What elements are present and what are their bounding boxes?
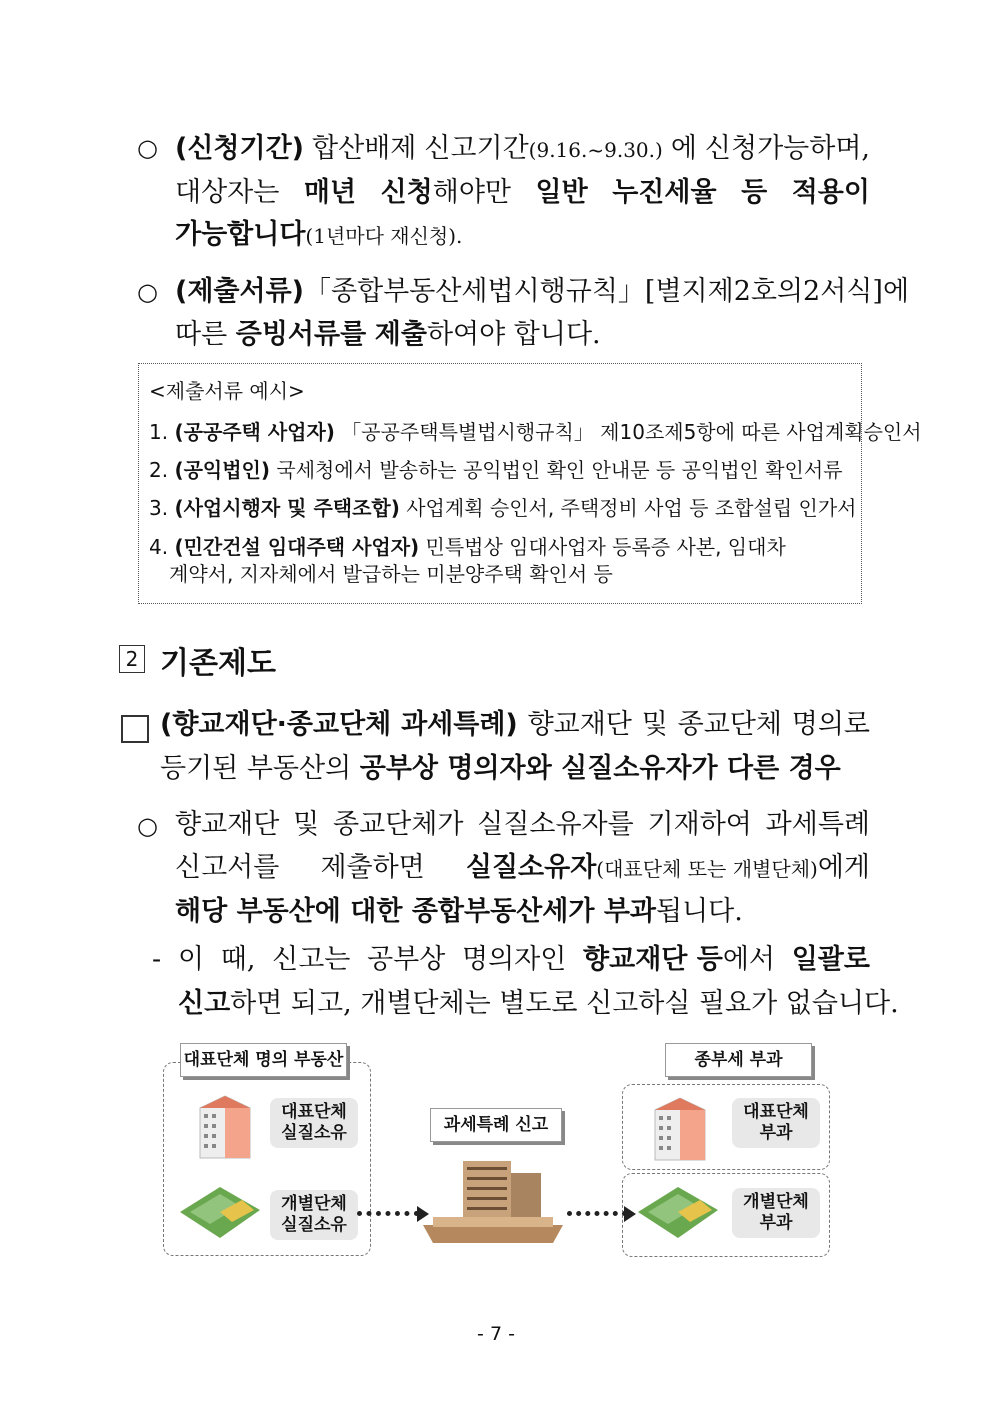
arrow-line-right bbox=[567, 1211, 627, 1216]
p1-line1: (신청기간) 합산배제 신고기간(9.16.~9.30.) 에 신청가능하며, bbox=[175, 133, 870, 164]
circle-bullet: ○ bbox=[137, 812, 158, 840]
dash-bullet: - bbox=[152, 944, 162, 975]
p3-line1: (향교재단·종교단체 과세특례) 향교재단 및 종교단체 명의로 bbox=[160, 709, 870, 740]
box-item-4: 4. (민간건설 임대주택 사업자) 민특법상 임대사업자 등록증 사본, 임대차 bbox=[149, 535, 786, 559]
box-item-3: 3. (사업시행자 및 주택조합) 사업계획 승인서, 주택정비 사업 등 조합설립 인가서 bbox=[149, 496, 857, 520]
right-tag: 종부세 부과 bbox=[665, 1043, 812, 1077]
left-ind-label: 개별단체 실질소유 bbox=[270, 1190, 358, 1240]
page-number: - 7 - bbox=[477, 1323, 515, 1345]
square-bullet-icon bbox=[121, 715, 149, 743]
box-item-1: 1. (공공주택 사업자) 「공공주택특별법시행규칙」 제10조제5항에 따른 사업계획승인서 bbox=[149, 420, 922, 444]
p4-line2: 신고서를 제출하면 실질소유자(대표단체 또는 개별단체)에게 bbox=[175, 852, 870, 883]
box-title: <제출서류 예시> bbox=[149, 379, 305, 403]
right-ind-label: 개별단체 부과 bbox=[732, 1188, 820, 1238]
p4-line3: 해당 부동산에 대한 종합부동산세가 부과됩니다. bbox=[175, 896, 743, 927]
p3-line2: 등기된 부동산의 공부상 명의자와 실질소유자가 다른 경우 bbox=[160, 753, 841, 784]
arrow-line-left bbox=[357, 1211, 419, 1216]
p5-line2: 신고하면 되고, 개별단체는 별도로 신고하실 필요가 없습니다. bbox=[178, 988, 899, 1019]
apartment-building-icon bbox=[650, 1090, 710, 1162]
box-item-4-cont: 계약서, 지자체에서 발급하는 미분양주택 확인서 등 bbox=[169, 562, 613, 586]
section-number: 2 bbox=[119, 645, 145, 673]
circle-bullet: ○ bbox=[137, 278, 158, 306]
apartment-building-icon bbox=[195, 1088, 255, 1160]
left-rep-label: 대표단체 실질소유 bbox=[270, 1098, 358, 1148]
land-plot-icon bbox=[638, 1182, 718, 1240]
p4-line1: 향교재단 및 종교단체가 실질소유자를 기재하여 과세특례 bbox=[175, 809, 870, 840]
p1-line2: 대상자는 매년 신청해야만 일반 누진세율 등 적용이 bbox=[175, 177, 870, 208]
right-rep-label: 대표단체 부과 bbox=[732, 1098, 820, 1148]
circle-bullet: ○ bbox=[137, 134, 158, 162]
p1-line3: 가능합니다(1년마다 재신청). bbox=[175, 219, 463, 250]
box-item-2: 2. (공익법인) 국세청에서 발송하는 공익법인 확인 안내문 등 공익법인 확인서류 bbox=[149, 458, 843, 482]
example-documents-box bbox=[138, 363, 922, 604]
p2-line2: 따른 증빙서류를 제출하여야 합니다. bbox=[175, 319, 601, 350]
p5-line1: 이 때, 신고는 공부상 명의자인 향교재단 등에서 일괄로 bbox=[178, 944, 870, 975]
tax-office-building-icon bbox=[423, 1153, 563, 1247]
center-tag: 과세특례 신고 bbox=[430, 1108, 562, 1142]
p2-line1: (제출서류) 「종합부동산세법 시행규칙」 [별지 제2호의2서식] 에 bbox=[175, 276, 910, 307]
land-plot-icon bbox=[180, 1182, 260, 1240]
section-title: 기존제도 bbox=[160, 646, 276, 681]
left-group-tag: 대표단체 명의 부동산 bbox=[180, 1043, 347, 1077]
